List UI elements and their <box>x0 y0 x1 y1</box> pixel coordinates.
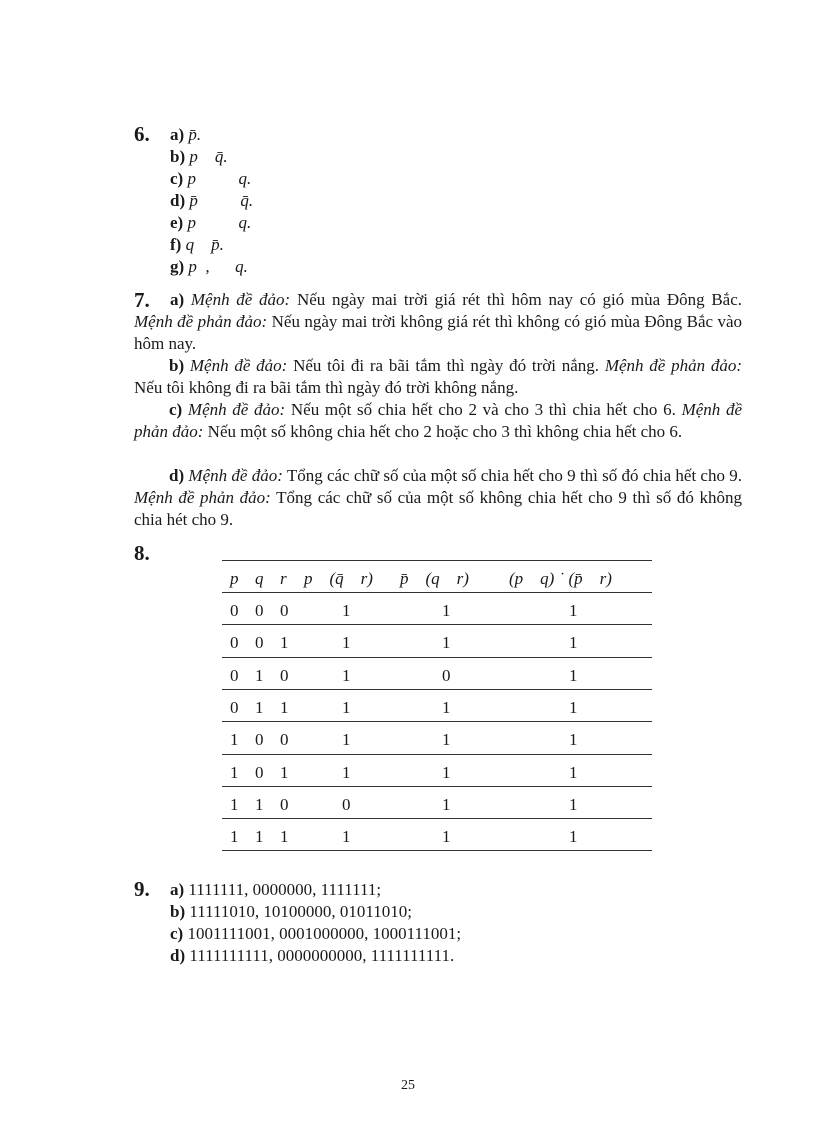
ex6-item-text: p , q. <box>188 257 248 276</box>
table-cell: 1 <box>569 697 578 717</box>
ex6-item-label: c) <box>170 169 184 188</box>
table-cell: 1 <box>342 730 351 750</box>
table-cell: 1 <box>280 697 289 717</box>
contrapositive-text: Tổng các chữ số của một số không chia hết cho 9 thì số đó không chia hét cho 9. <box>134 488 742 530</box>
table-cell: 0 <box>230 601 239 620</box>
table-cell: 0 <box>255 601 264 620</box>
table-cell: 1 <box>230 762 239 782</box>
header-col3: (p q) ˙ (p̄ r) <box>509 569 612 588</box>
table-cell: 1 <box>342 601 351 620</box>
table-cell: 1 <box>342 665 351 685</box>
ex9-item-text: 1001111001, 0001000000, 1000111001; <box>187 924 462 943</box>
contrapositive-label: Mệnh đề phản đảo: <box>134 312 268 332</box>
contrapositive-label: Mệnh đề phản đảo: <box>604 356 743 375</box>
ex6-item-text: q p̄. <box>185 235 224 254</box>
contrapositive-label: Mệnh đề phản đảo: <box>134 400 742 442</box>
ex6-item-a <box>170 124 201 146</box>
converse-label: Mệnh đề đảo: <box>188 466 283 485</box>
ex6-item-b <box>170 146 228 168</box>
contrapositive-label: Mệnh đề phản đảo: <box>134 488 271 508</box>
table-cell: 1 <box>342 827 351 847</box>
ex6-item-f <box>170 234 224 256</box>
exercise-7-number: 7. <box>134 288 150 312</box>
table-cell: 0 <box>342 794 351 814</box>
table-cell: 1 <box>230 794 239 814</box>
table-cell: 1 <box>569 794 578 814</box>
ex7-paragraph-b <box>134 355 742 399</box>
table-cell: 1 <box>569 730 578 750</box>
table-cell: 1 <box>342 762 351 782</box>
header-col1: p (q̄ r) <box>304 569 373 588</box>
ex9-item-text: 1111111, 0000000, 1111111; <box>188 880 382 899</box>
table-row-rule <box>222 721 652 722</box>
table-cell: 1 <box>255 697 264 717</box>
ex7-item-label: d) <box>169 466 185 485</box>
ex9-item-b <box>170 901 412 923</box>
table-row-rule <box>222 689 652 690</box>
table-cell: 0 <box>280 730 289 750</box>
ex7-paragraph-d <box>134 465 742 532</box>
table-cell: 1 <box>442 827 451 847</box>
table-cell: 1 <box>442 697 451 717</box>
ex6-item-text: p̄. <box>188 125 202 144</box>
table-cell: 1 <box>280 762 289 782</box>
table-cell: 1 <box>280 633 289 653</box>
ex6-item-c <box>170 168 251 190</box>
ex9-item-c <box>170 923 461 945</box>
ex6-item-label: a) <box>170 125 185 144</box>
exercise-9-number: 9. <box>134 877 150 901</box>
header-p: p <box>230 569 239 588</box>
table-cell: 0 <box>280 794 289 814</box>
table-row-rule <box>222 786 652 787</box>
ex9-item-d <box>170 945 454 967</box>
ex6-item-e <box>170 212 251 234</box>
table-row-rule <box>222 657 652 658</box>
converse-label: Mệnh đề đảo: <box>190 290 291 309</box>
ex9-item-text: 1111111111, 0000000000, 1111111111. <box>189 946 455 965</box>
ex7-paragraph-a <box>134 289 742 356</box>
page-number: 25 <box>401 1078 415 1093</box>
ex9-item-label: d) <box>170 946 186 965</box>
table-cell: 1 <box>442 633 451 653</box>
table-cell: 1 <box>442 762 451 782</box>
ex9-item-a <box>170 879 381 901</box>
ex6-item-d <box>170 190 253 212</box>
ex6-item-label: f) <box>170 235 182 254</box>
ex7-item-label: c) <box>169 400 183 419</box>
table-cell: 1 <box>569 601 578 620</box>
ex6-item-label: b) <box>170 147 186 166</box>
ex9-item-label: c) <box>170 924 184 943</box>
header-q: q <box>255 569 264 588</box>
table-cell: 1 <box>442 730 451 750</box>
table-cell: 1 <box>342 633 351 653</box>
ex9-item-label: b) <box>170 902 186 921</box>
ex6-item-label: g) <box>170 257 185 276</box>
ex6-item-label: e) <box>170 213 184 232</box>
ex9-item-label: a) <box>170 880 185 899</box>
table-cell: 1 <box>230 827 239 847</box>
table-cell: 1 <box>255 827 264 847</box>
contrapositive-text: Nếu ngày mai trời không giá rét thì không có gió mùa Đông Bắc vào hôm nay. <box>134 312 743 354</box>
ex6-item-text: p q. <box>187 169 252 188</box>
ex6-item-text: p q̄. <box>189 147 228 166</box>
table-row-rule <box>222 624 652 625</box>
ex9-item-text: 11111010, 10100000, 01011010; <box>189 902 412 921</box>
table-cell: 0 <box>230 665 239 685</box>
table-top-rule <box>222 560 652 561</box>
converse-text: Nếu tôi đi ra bãi tắm thì ngày đó trời nắng. <box>293 356 600 375</box>
table-cell: 1 <box>569 827 578 847</box>
header-col2: p̄ (q r) <box>400 569 469 588</box>
table-cell: 1 <box>230 730 239 750</box>
exercise-8-number: 8. <box>134 541 150 565</box>
ex7-item-label: a) <box>170 290 185 309</box>
ex7-paragraph-c <box>134 399 742 443</box>
ex6-item-text: p q. <box>187 213 252 232</box>
table-row-rule <box>222 818 652 819</box>
ex6-item-text: p̄ q̄. <box>189 191 254 210</box>
table-cell: 1 <box>442 794 451 814</box>
ex6-item-label: d) <box>170 191 186 210</box>
converse-text: Nếu ngày mai trời giá rét thì hôm nay có gió mùa Đông Bắc. <box>296 290 743 309</box>
table-cell: 0 <box>230 633 239 653</box>
converse-text: Nếu một số chia hết cho 2 và cho 3 thì chia hết cho 6. <box>290 400 676 419</box>
ex6-item-g <box>170 256 248 278</box>
converse-label: Mệnh đề đảo: <box>189 356 288 375</box>
table-cell: 0 <box>255 730 264 750</box>
table-cell: 1 <box>255 665 264 685</box>
table-cell: 1 <box>255 794 264 814</box>
converse-text: Tổng các chữ số của một số chia hết cho 9 thì số đó chia hết cho 9. <box>286 466 742 485</box>
exercise-6-number: 6. <box>134 122 150 146</box>
table-cell: 1 <box>569 665 578 685</box>
table-cell: 0 <box>255 762 264 782</box>
table-row-rule <box>222 754 652 755</box>
table-header-rule <box>222 592 652 593</box>
contrapositive-text: Nếu một số không chia hết cho 2 hoặc cho 3 thì không chia hết cho 6. <box>207 422 683 442</box>
header-r: r <box>280 569 287 588</box>
table-cell: 1 <box>569 762 578 782</box>
table-cell: 0 <box>280 665 289 685</box>
table-cell: 1 <box>442 601 451 620</box>
table-row-rule <box>222 850 652 851</box>
table-cell: 1 <box>280 827 289 847</box>
table-cell: 0 <box>280 601 289 620</box>
table-cell: 0 <box>442 665 451 685</box>
ex7-item-label: b) <box>169 356 185 375</box>
contrapositive-text: Nếu tôi không đi ra bãi tắm thì ngày đó trời không nắng. <box>134 378 519 398</box>
table-cell: 1 <box>569 633 578 653</box>
table-cell: 0 <box>255 633 264 653</box>
converse-label: Mệnh đề đảo: <box>187 400 286 419</box>
table-cell: 1 <box>342 697 351 717</box>
table-cell: 0 <box>230 697 239 717</box>
